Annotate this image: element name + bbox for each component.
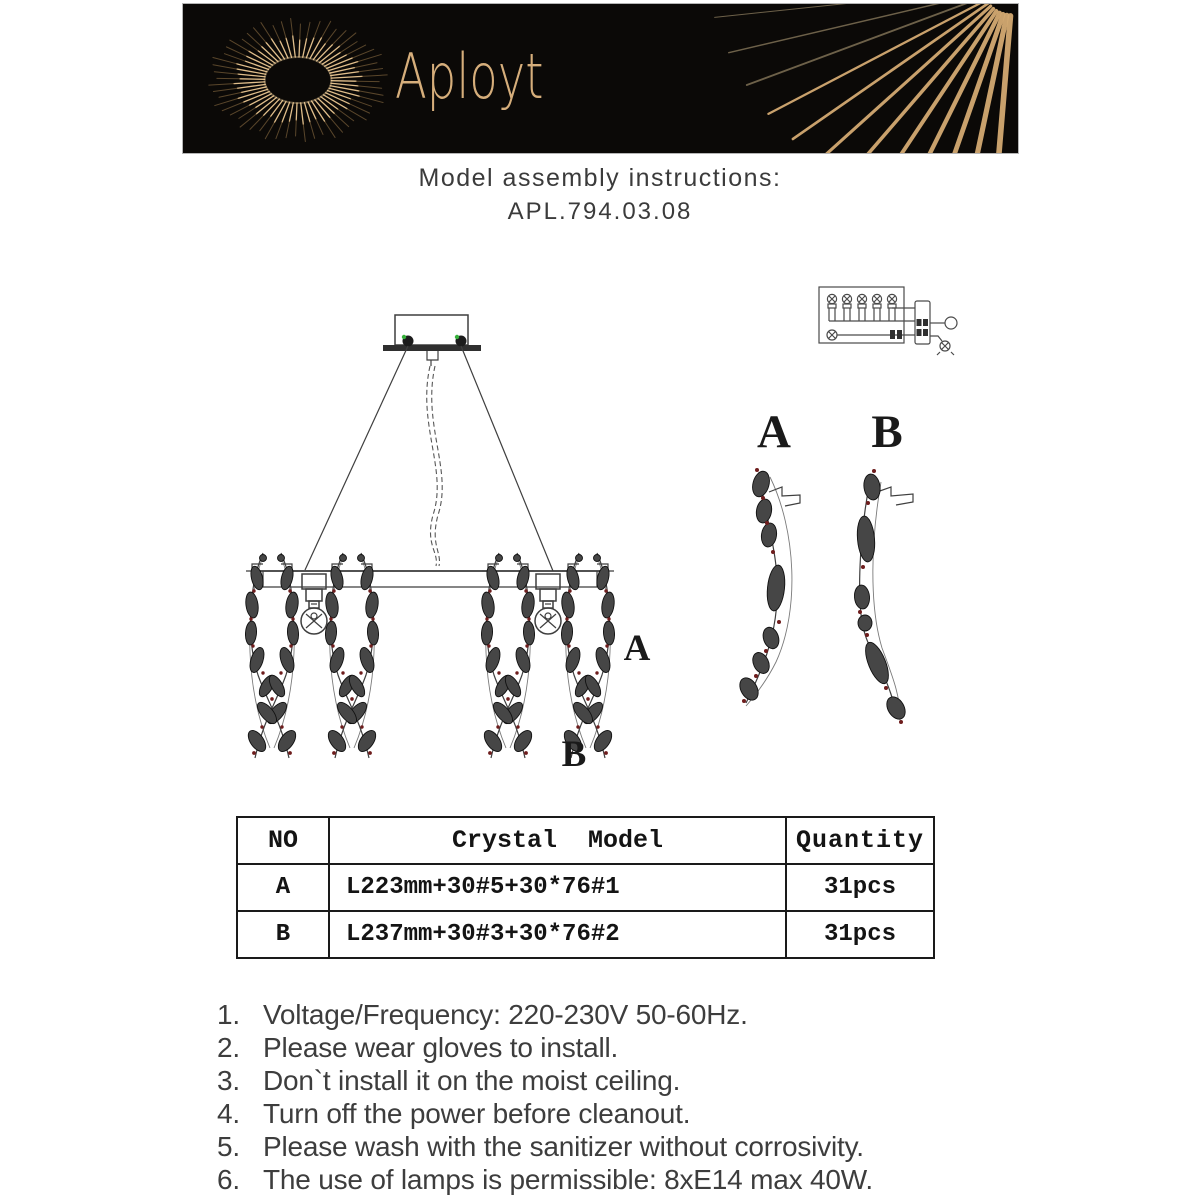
instruction-item [217, 1031, 1087, 1064]
cell-quantity: 31pcs [786, 911, 934, 958]
instruction-number: 4. [217, 1098, 240, 1129]
instruction-item [217, 1097, 1087, 1130]
crystal-part-b-drawing [853, 469, 913, 724]
col-header-crystal-model: Crystal Model [329, 817, 786, 864]
assembly-diagram [200, 270, 1050, 810]
lamp-socket [535, 574, 561, 634]
col-header-quantity: Quantity [786, 817, 934, 864]
brand-name: Aployt [395, 40, 544, 113]
label-part-a: A [757, 406, 791, 458]
instruction-item [217, 1130, 1087, 1163]
crystal-strand-group [244, 553, 300, 758]
crystal-part-a-drawing [736, 468, 800, 706]
instruction-number: 6. [217, 1164, 240, 1195]
cell-model: L237mm+30#3+30*76#2 [329, 911, 786, 958]
page-title: Model assembly instructions: [418, 164, 782, 192]
instruction-text: Voltage/Frequency: 220-230V 50-60Hz. [263, 999, 748, 1030]
lamp-socket [301, 574, 327, 634]
cell-quantity: 31pcs [786, 864, 934, 911]
crystal-parts-table [236, 816, 935, 959]
suspension-wires [305, 346, 553, 571]
cell-model: L223mm+30#5+30*76#1 [329, 864, 786, 911]
crystal-strand-group [560, 553, 616, 758]
table-row [237, 911, 934, 958]
instruction-text: Please wear gloves to install. [263, 1032, 619, 1063]
wiring-diagram [819, 287, 957, 355]
instruction-text: Turn off the power before cleanout. [263, 1098, 691, 1129]
instruction-list [217, 998, 1087, 1196]
instruction-item [217, 998, 1087, 1031]
instruction-text: The use of lamps is permissible: 8xE14 max 40W. [263, 1164, 873, 1195]
instruction-item [217, 1064, 1087, 1097]
cell-no: B [237, 911, 329, 958]
table-row [237, 864, 934, 911]
cell-no: A [237, 864, 329, 911]
instruction-number: 3. [217, 1065, 240, 1096]
banner-rays-decoration [183, 4, 1018, 153]
crystal-strand-group [324, 553, 380, 758]
col-header-no: NO [237, 817, 329, 864]
crystal-strand-group [480, 553, 536, 758]
label-strand-a: A [623, 628, 651, 669]
instruction-number: 1. [217, 999, 240, 1030]
table-header-row [237, 817, 934, 864]
instruction-item [217, 1163, 1087, 1196]
brand-banner [183, 4, 1018, 153]
model-number: APL.794.03.08 [507, 198, 693, 225]
label-strand-b: B [561, 734, 587, 775]
title-block [0, 164, 1200, 226]
instruction-text: Don`t install it on the moist ceiling. [263, 1065, 681, 1096]
instruction-text: Please wash with the sanitizer without corrosivity. [263, 1131, 864, 1162]
label-part-b: B [871, 406, 903, 458]
instruction-number: 2. [217, 1032, 240, 1063]
power-cable [427, 366, 442, 566]
instruction-number: 5. [217, 1131, 240, 1162]
